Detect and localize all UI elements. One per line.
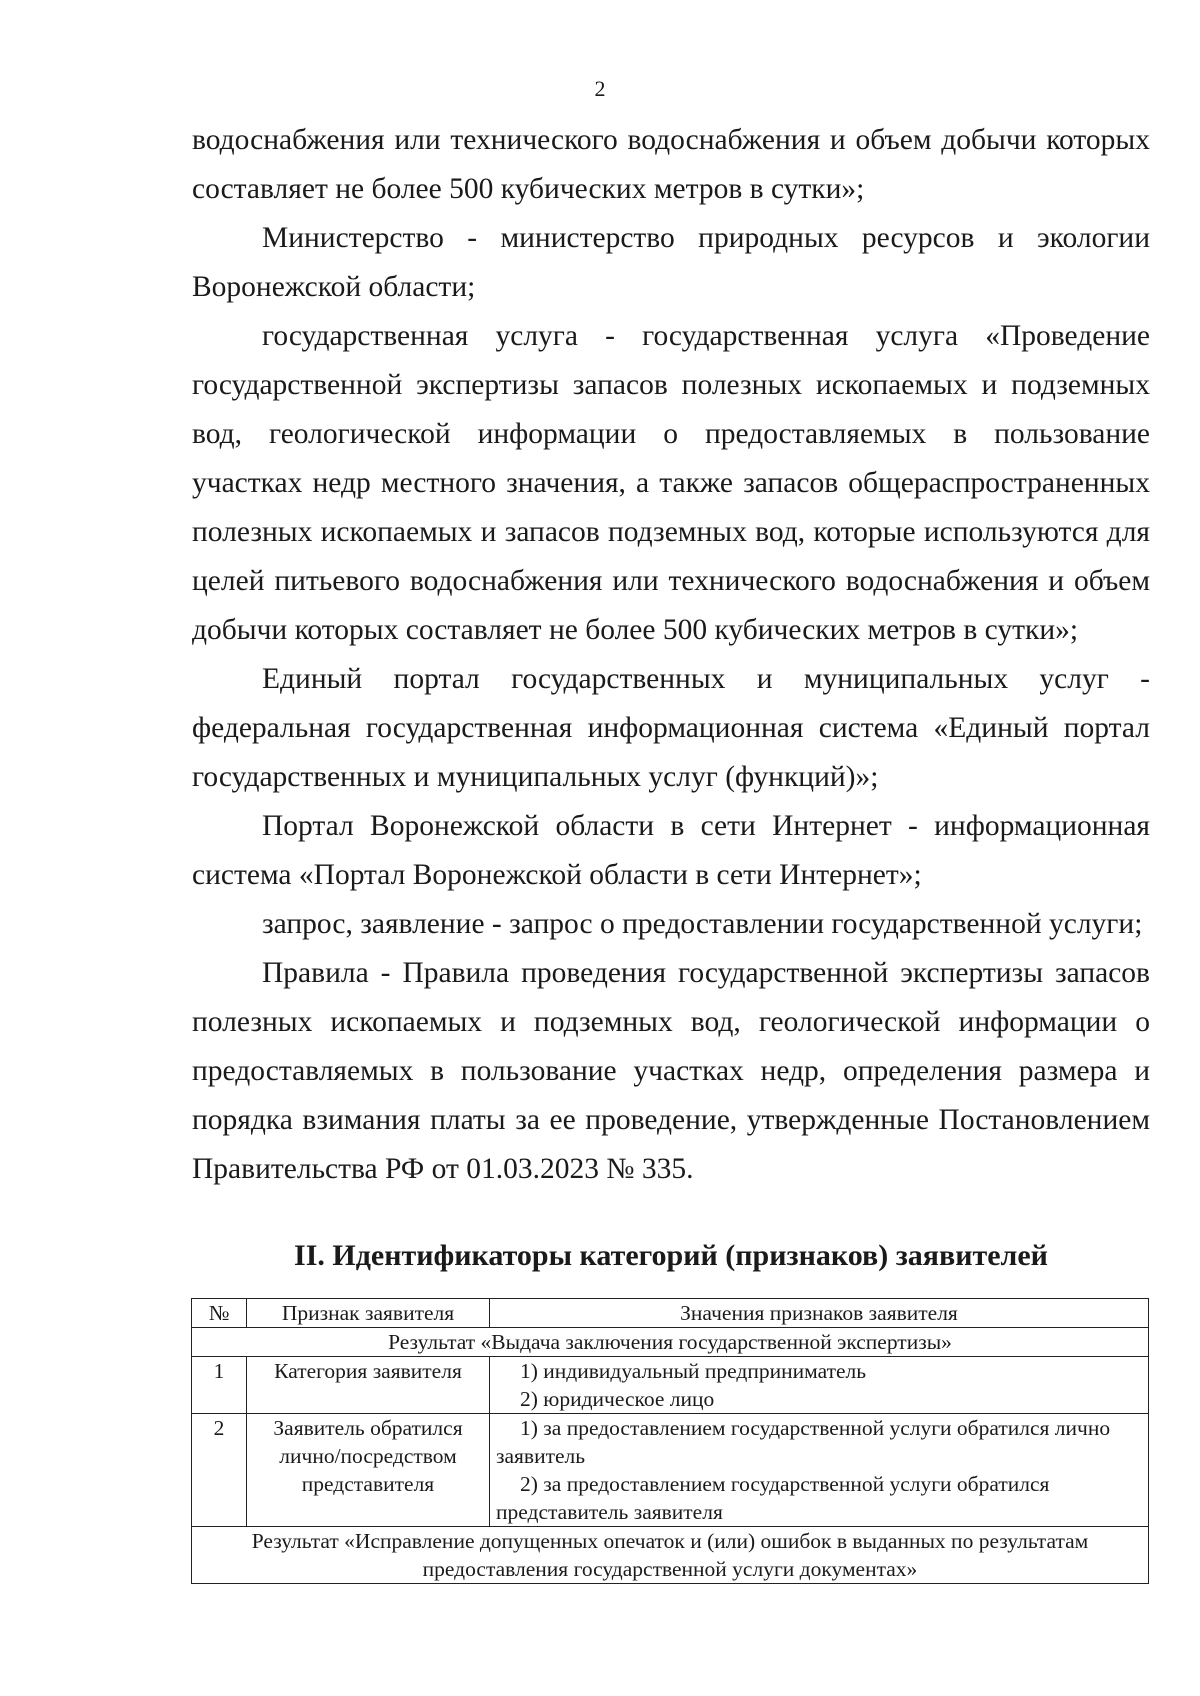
paragraph: запрос, заявление - запрос о предоставлении государственной услуги; bbox=[262, 908, 1143, 940]
row-sign: Категория заявителя bbox=[247, 1357, 490, 1414]
row-values bbox=[490, 1357, 1149, 1414]
row-sign: Заявитель обратился лично/посредством представителя bbox=[247, 1414, 490, 1527]
paragraph: Портал Воронежской области в сети Интернет - информационная система «Портал Воронежской области в сети Интернет»; bbox=[192, 810, 1150, 891]
header-num: № bbox=[192, 1299, 247, 1328]
applicant-criteria-table bbox=[191, 1298, 1149, 1584]
value-item: 2) юридическое лицо bbox=[520, 1387, 715, 1411]
page-number: 2 bbox=[594, 76, 606, 101]
row-num: 1 bbox=[192, 1357, 247, 1414]
section-title: II. Идентификаторы категорий (признаков) заявителей bbox=[294, 1239, 1048, 1272]
table-header-row bbox=[192, 1299, 1149, 1328]
value-item: 1) индивидуальный предприниматель bbox=[520, 1359, 867, 1383]
table-row bbox=[192, 1414, 1149, 1527]
header-sign: Признак заявителя bbox=[247, 1299, 490, 1328]
value-item: 2) за предоставлением государственной услуги обратился представитель заявителя bbox=[496, 1472, 1050, 1524]
result-title: Результат «Исправление допущенных опечаток и (или) ошибок в выданных по результатам предоставления государственной услуги документах» bbox=[192, 1527, 1149, 1584]
paragraph: Правила - Правила проведения государственной экспертизы запасов полезных ископаемых и подземных вод, геологической информации о предоставляемых в пользование участках недр, определения размера и порядка взимания платы за ее проведение, утвержденные Постановлением Правительства РФ от 01.03.2023 № 335. bbox=[192, 957, 1150, 1185]
paragraph: водоснабжения или технического водоснабжения и объем добычи которых составляет не более 500 кубических метров в сутки»; bbox=[192, 124, 1150, 205]
result-row bbox=[192, 1328, 1149, 1357]
table-row bbox=[192, 1357, 1149, 1414]
header-values: Значения признаков заявителя bbox=[490, 1299, 1149, 1328]
result-title: Результат «Выдача заключения государственной экспертизы» bbox=[192, 1328, 1149, 1357]
value-item: 1) за предоставлением государственной услуги обратился лично заявитель bbox=[496, 1416, 1111, 1468]
row-values bbox=[490, 1414, 1149, 1527]
row-num: 2 bbox=[192, 1414, 247, 1527]
paragraph: государственная услуга - государственная услуга «Проведение государственной экспертизы запасов полезных ископаемых и подземных вод, геологической информации о предоставляемых в пользование участках недр местного значения, а также запасов общераспространенных полезных ископаемых и запасов подземных вод, которые используются для целей питьевого водоснабжения или технического водоснабжения и объем добычи которых составляет не более 500 кубических метров в сутки»; bbox=[192, 320, 1150, 646]
body-text bbox=[192, 116, 1150, 1194]
result-row bbox=[192, 1527, 1149, 1584]
paragraph: Министерство - министерство природных ресурсов и экологии Воронежской области; bbox=[192, 222, 1150, 303]
paragraph: Единый портал государственных и муниципальных услуг - федеральная государственная информационная система «Единый портал государственных и муниципальных услуг (функций)»; bbox=[192, 663, 1150, 793]
